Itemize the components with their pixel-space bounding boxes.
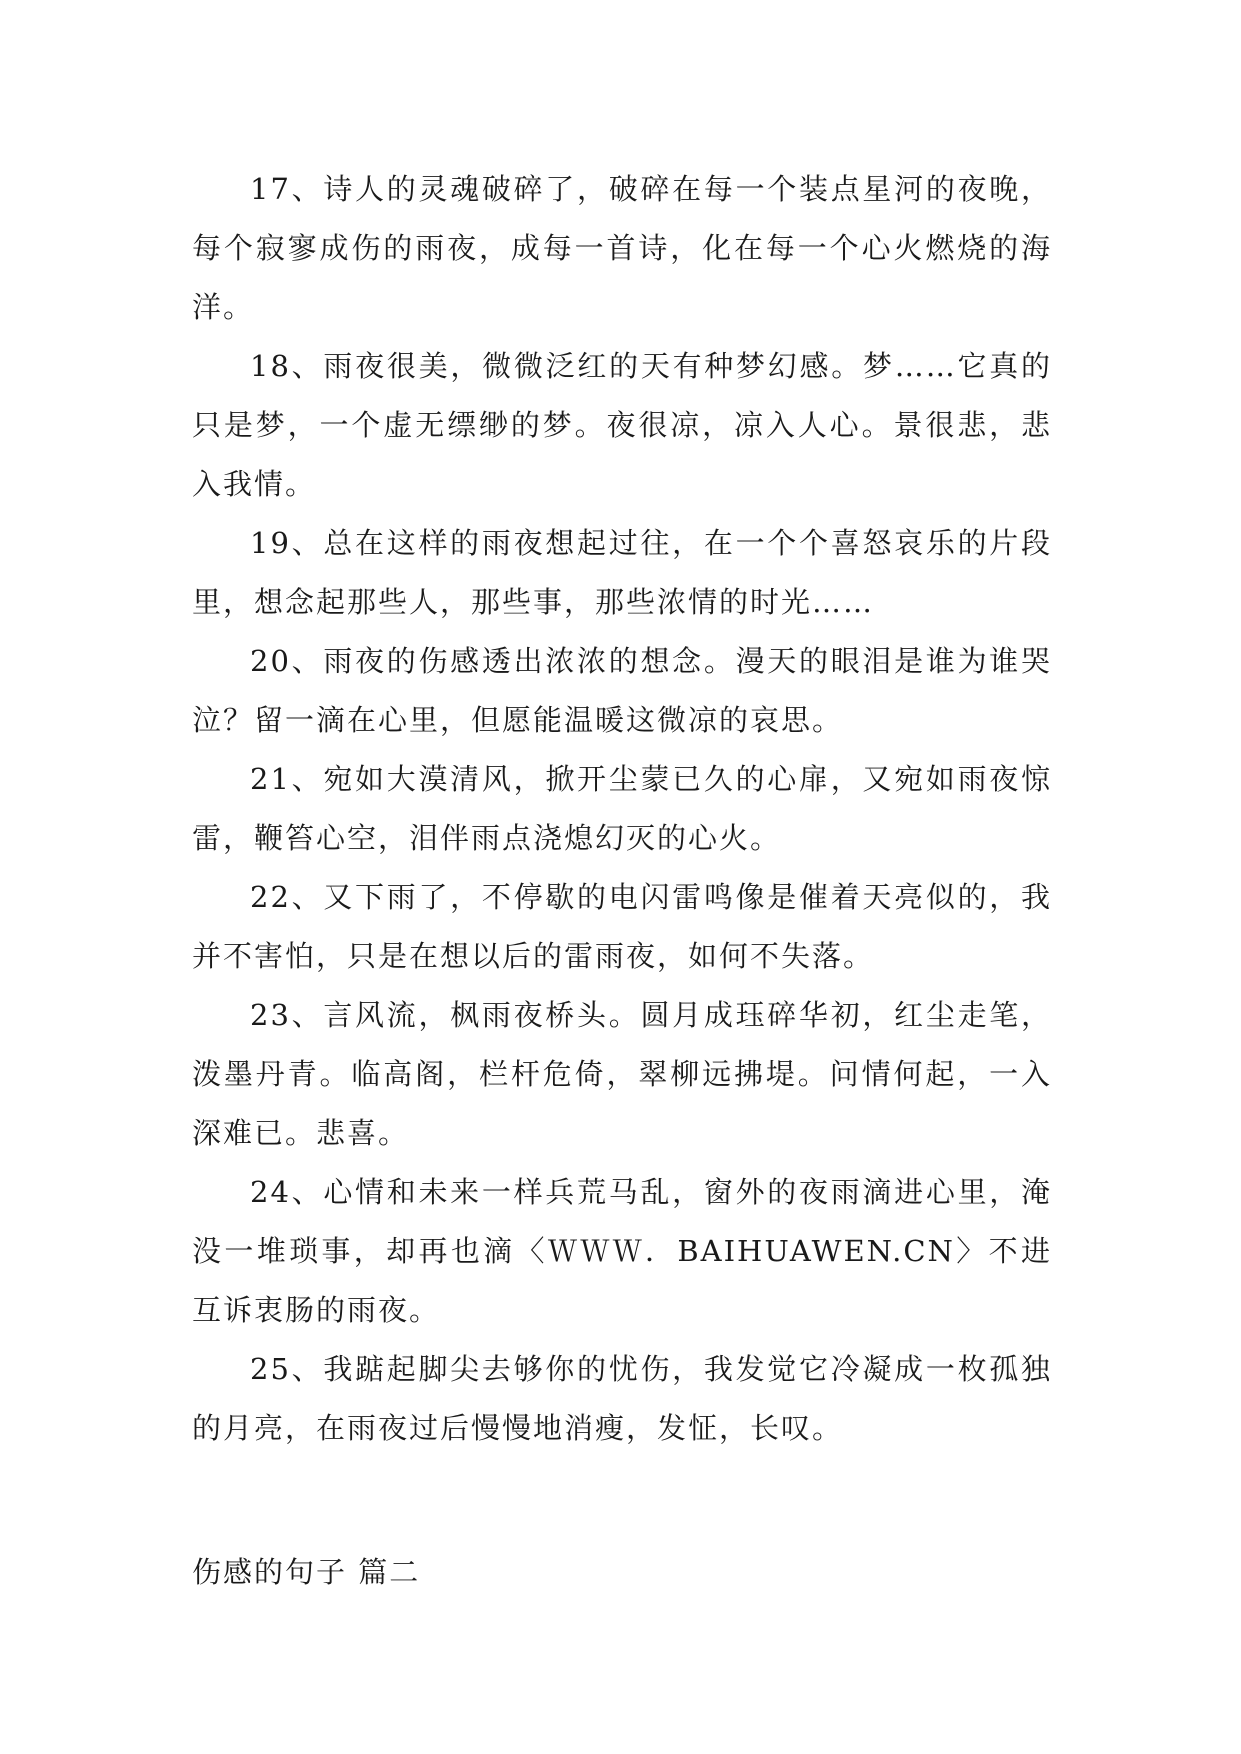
paragraph-23: 23、言风流，枫雨夜桥头。圆月成珏碎华初，红尘走笔，泼墨丹青。临高阁，栏杆危倚，翠柳远拂堤。问情何起，一入深难已。悲喜。 [192, 998, 1052, 1150]
paragraph-22: 22、又下雨了，不停歇的电闪雷鸣像是催着天亮似的，我并不害怕，只是在想以后的雷雨夜，如何不失落。 [192, 880, 1052, 973]
paragraph-24: 24、心情和未来一样兵荒马乱，窗外的夜雨滴进心里，淹没一堆琐事，却再也滴〈ＷＷＷ．BAIHUAWEN.CN〉不进互诉衷肠的雨夜。 [192, 1175, 1052, 1327]
paragraph-25: 25、我踮起脚尖去够你的忧伤，我发觉它冷凝成一枚孤独的月亮，在雨夜过后慢慢地消瘦，发怔，长叹。 [192, 1352, 1052, 1445]
section-heading: 伤感的句子 篇二 [192, 1555, 421, 1589]
paragraph-17: 17、诗人的灵魂破碎了，破碎在每一个装点星河的夜晚，每个寂寥成伤的雨夜，成每一首诗，化在每一个心火燃烧的海洋。 [192, 172, 1052, 324]
paragraph-20: 20、雨夜的伤感透出浓浓的想念。漫天的眼泪是谁为谁哭泣？留一滴在心里，但愿能温暖这微凉的哀思。 [192, 644, 1052, 737]
paragraph-19: 19、总在这样的雨夜想起过往，在一个个喜怒哀乐的片段里，想念起那些人，那些事，那些浓情的时光…… [192, 526, 1052, 619]
document-body [192, 160, 1052, 1602]
paragraph-18: 18、雨夜很美，微微泛红的天有种梦幻感。梦……它真的只是梦，一个虚无缥缈的梦。夜很凉，凉入人心。景很悲，悲入我情。 [192, 349, 1052, 501]
paragraph-21: 21、宛如大漠清风，掀开尘蒙已久的心扉，又宛如雨夜惊雷，鞭笞心空，泪伴雨点浇熄幻灭的心火。 [192, 762, 1052, 855]
